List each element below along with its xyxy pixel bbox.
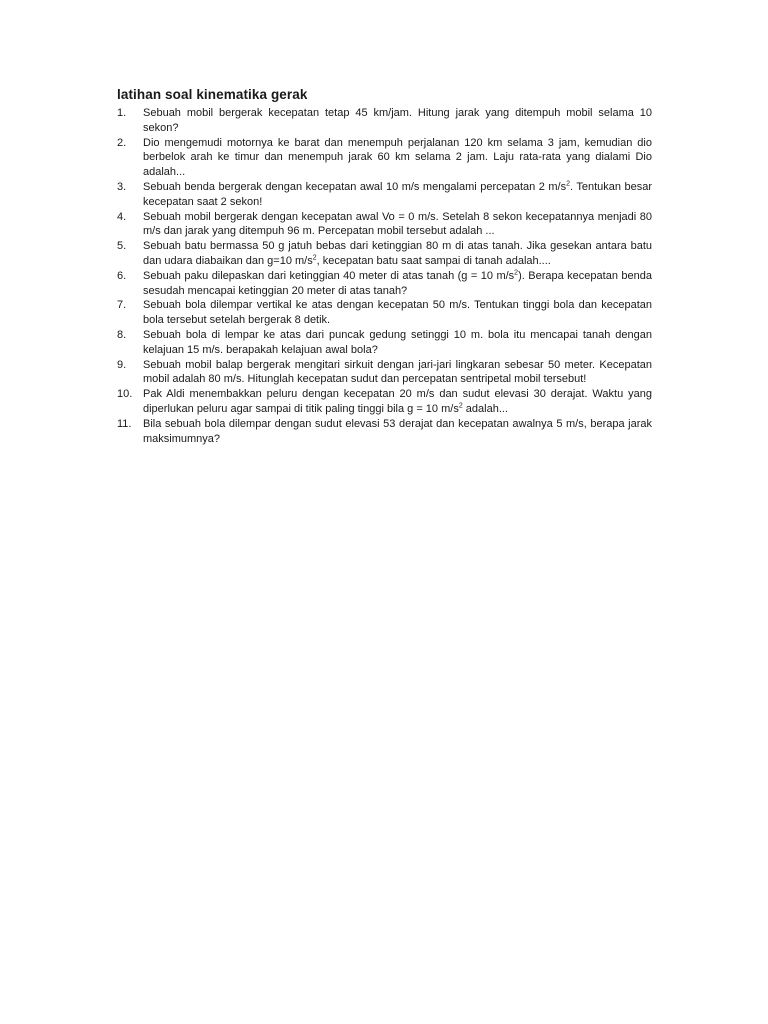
question-text: [143, 328, 652, 358]
question-item: [117, 298, 652, 328]
question-text: [143, 210, 652, 240]
question-text: [143, 180, 652, 210]
question-list: [117, 106, 652, 446]
question-number: 6.: [117, 269, 127, 282]
question-item: [117, 106, 652, 136]
question-number: 8.: [117, 328, 127, 341]
question-text: [143, 387, 652, 417]
exponent-superscript: 2: [514, 269, 519, 277]
question-number: 1.: [117, 107, 127, 119]
question-text-segment: Dio mengemudi motornya ke barat dan menempuh perjalanan 120 km selama 3 jam, kemudian dio berbelok arah ke timur dan menempuh jarak 60 km selama 2 jam. Laju rata-rata yang dialami Dio adalah...: [143, 136, 652, 179]
question-item: [117, 269, 652, 299]
question-text: [143, 239, 652, 269]
question-text-segment: Sebuah batu bermassa 50 g jatuh bebas dari ketinggian 80 m di atas tanah. Jika gesekan antara batu dan udara diabaikan dan g=10 m/s: [143, 240, 652, 267]
question-item: [117, 417, 652, 447]
question-text-segment: adalah...: [462, 402, 508, 415]
question-item: [117, 136, 652, 180]
question-text: [143, 136, 652, 180]
question-item: [117, 239, 652, 269]
question-text-segment: Sebuah mobil bergerak dengan kecepatan awal Vo = 0 m/s. Setelah 8 sekon kecepatannya menjadi 80 m/s dan jarak yang ditempuh 96 m. Percepatan mobil tersebut adalah ...: [143, 210, 652, 238]
question-text-segment: Sebuah bola dilempar vertikal ke atas dengan kecepatan 50 m/s. Tentukan tinggi bola dan kecepatan bola tersebut setelah bergerak 8 detik.: [143, 299, 652, 327]
question-number: 3.: [117, 180, 127, 193]
question-item: [117, 358, 652, 388]
question-text: [143, 417, 652, 447]
question-text-segment: . Tentukan besar kecepatan saat 2 sekon!: [143, 180, 652, 208]
question-text-segment: Sebuah bola di lempar ke atas dari puncak gedung setinggi 10 m. bola itu mencapai tanah dengan kelajuan 15 m/s. berapakah kelajuan awal bola?: [143, 328, 652, 356]
document-title: latihan soal kinematika gerak: [117, 87, 308, 102]
question-number: 10.: [117, 388, 133, 401]
question-text-segment: ). Berapa kecepatan benda sesudah mencapai ketinggian 20 meter di atas tanah?: [143, 269, 652, 297]
question-number: 4.: [117, 210, 127, 223]
question-item: [117, 328, 652, 358]
exponent-superscript: 2: [312, 254, 317, 262]
document-page: [117, 86, 652, 446]
question-item: [117, 210, 652, 240]
question-number: 9.: [117, 358, 127, 371]
question-text: [143, 269, 652, 299]
question-text: [143, 106, 652, 136]
question-number: 7.: [117, 299, 127, 312]
question-text-segment: , kecepatan batu saat sampai di tanah adalah....: [316, 254, 551, 267]
question-text-segment: Sebuah mobil bergerak kecepatan tetap 45 km/jam. Hitung jarak yang ditempuh mobil selama 10 sekon?: [143, 107, 652, 134]
question-number: 2.: [117, 136, 127, 149]
question-item: [117, 387, 652, 417]
exponent-superscript: 2: [458, 402, 463, 410]
question-text-segment: Pak Aldi menembakkan peluru dengan kecepatan 20 m/s dan sudut elevasi 30 derajat. Waktu yang diperlukan peluru agar sampai di titik paling tinggi bila g = 10 m/s: [143, 388, 652, 415]
exponent-superscript: 2: [566, 180, 570, 188]
question-text: [143, 298, 652, 328]
question-text-segment: Bila sebuah bola dilempar dengan sudut elevasi 53 derajat dan kecepatan awalnya 5 m/s, berapa jarak maksimumnya?: [143, 417, 652, 445]
question-text: [143, 358, 652, 388]
question-text-segment: Sebuah paku dilepaskan dari ketinggian 40 meter di atas tanah (g = 10 m/s: [143, 269, 515, 282]
question-text-segment: Sebuah mobil balap bergerak mengitari sirkuit dengan jari-jari lingkaran sebesar 50 meter. Kecepatan mobil adalah 80 m/s. Hitunglah kecepatan sudut dan percepatan sentripetal mobil tersebut!: [143, 358, 652, 386]
question-number: 11.: [117, 417, 132, 430]
question-number: 5.: [117, 240, 127, 253]
question-item: [117, 180, 652, 210]
question-text-segment: Sebuah benda bergerak dengan kecepatan awal 10 m/s mengalami percepatan 2 m/s: [143, 180, 567, 193]
